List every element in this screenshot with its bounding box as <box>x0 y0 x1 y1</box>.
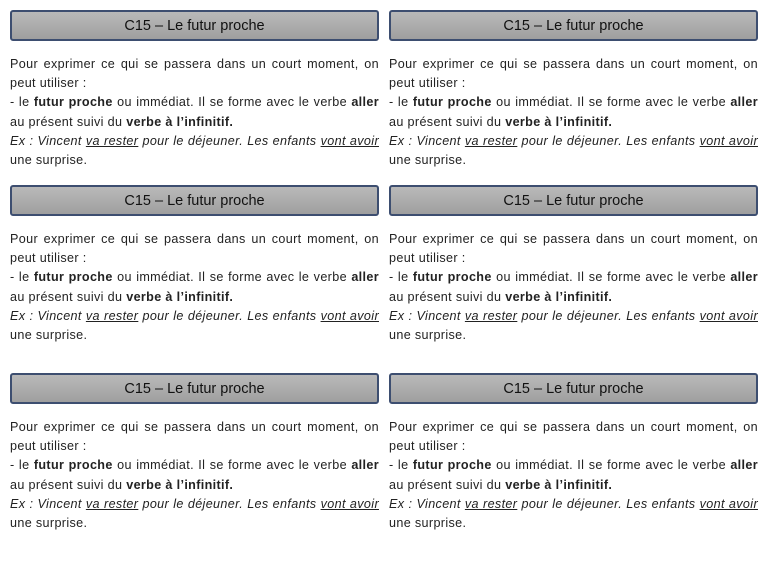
card-body <box>389 55 758 170</box>
example-text: Ex : Vincent va rester pour le déjeuner. Les enfants vont avoir une surprise. <box>389 308 758 343</box>
example-text: Ex : Vincent va rester pour le déjeuner. Les enfants vont avoir une surprise. <box>10 496 379 531</box>
rule-text: - le futur proche ou immédiat. Il se forme avec le verbe aller au présent suivi du verbe à l’infinitif. <box>10 458 379 492</box>
intro-text: Pour exprimer ce qui se passera dans un court moment, on peut utiliser : <box>389 57 758 91</box>
example-text: Ex : Vincent va rester pour le déjeuner. Les enfants vont avoir une surprise. <box>389 133 758 168</box>
intro-text: Pour exprimer ce qui se passera dans un court moment, on peut utiliser : <box>10 57 379 91</box>
example-text: Ex : Vincent va rester pour le déjeuner. Les enfants vont avoir une surprise. <box>10 133 379 168</box>
card-body <box>389 230 758 345</box>
lesson-card <box>10 10 379 170</box>
card-body <box>10 418 379 533</box>
rule-text: - le futur proche ou immédiat. Il se forme avec le verbe aller au présent suivi du verbe à l’infinitif. <box>10 270 379 304</box>
example-text: Ex : Vincent va rester pour le déjeuner. Les enfants vont avoir une surprise. <box>10 308 379 343</box>
card-title: C15 – Le futur proche <box>10 185 379 216</box>
intro-text: Pour exprimer ce qui se passera dans un court moment, on peut utiliser : <box>389 420 758 454</box>
card-body <box>10 230 379 345</box>
card-title: C15 – Le futur proche <box>10 373 379 404</box>
lesson-card <box>389 373 758 533</box>
card-title: C15 – Le futur proche <box>389 185 758 216</box>
lesson-card <box>389 185 758 345</box>
intro-text: Pour exprimer ce qui se passera dans un court moment, on peut utiliser : <box>10 232 379 266</box>
card-title: C15 – Le futur proche <box>389 373 758 404</box>
rule-text: - le futur proche ou immédiat. Il se forme avec le verbe aller au présent suivi du verbe à l’infinitif. <box>10 95 379 129</box>
intro-text: Pour exprimer ce qui se passera dans un court moment, on peut utiliser : <box>389 232 758 266</box>
lesson-card <box>10 185 379 345</box>
rule-text: - le futur proche ou immédiat. Il se forme avec le verbe aller au présent suivi du verbe à l’infinitif. <box>389 270 758 304</box>
card-title: C15 – Le futur proche <box>389 10 758 41</box>
rule-text: - le futur proche ou immédiat. Il se forme avec le verbe aller au présent suivi du verbe à l’infinitif. <box>389 95 758 129</box>
intro-text: Pour exprimer ce qui se passera dans un court moment, on peut utiliser : <box>10 420 379 454</box>
card-title: C15 – Le futur proche <box>10 10 379 41</box>
example-text: Ex : Vincent va rester pour le déjeuner. Les enfants vont avoir une surprise. <box>389 496 758 531</box>
card-body <box>10 55 379 170</box>
card-body <box>389 418 758 533</box>
lesson-card <box>389 10 758 170</box>
rule-text: - le futur proche ou immédiat. Il se forme avec le verbe aller au présent suivi du verbe à l’infinitif. <box>389 458 758 492</box>
lesson-card <box>10 373 379 533</box>
